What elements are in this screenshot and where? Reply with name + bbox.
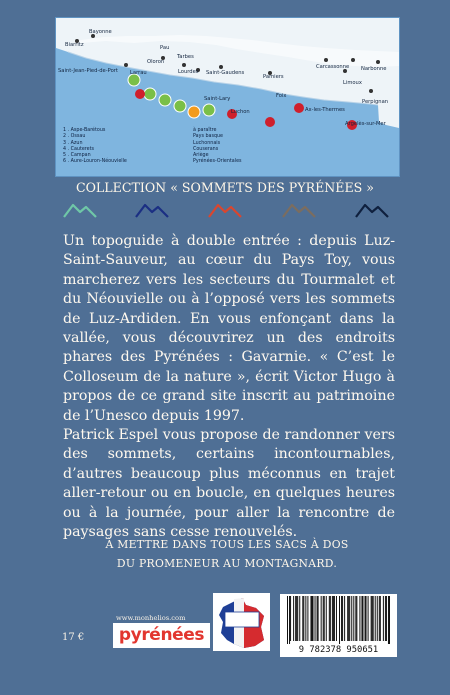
legend-item: 2 . Ossau bbox=[63, 134, 86, 140]
tagline-line-2: DU PROMENEUR AU MONTAGNARD. bbox=[116, 557, 338, 570]
town-label: Carcassonne bbox=[316, 64, 350, 70]
barcode-bar bbox=[386, 596, 387, 641]
barcode-bar bbox=[307, 596, 308, 641]
barcode-bar bbox=[315, 596, 316, 641]
barcode-bar bbox=[295, 596, 296, 641]
barcode-bar bbox=[365, 596, 366, 641]
town-dot bbox=[324, 58, 328, 62]
barcode-bar bbox=[299, 596, 300, 641]
pyrenees-logo: pyrénées bbox=[113, 623, 210, 648]
town-label: Foix bbox=[276, 93, 287, 99]
barcode-bar bbox=[371, 596, 372, 641]
barcode-bar bbox=[375, 596, 376, 641]
town-dot bbox=[376, 60, 380, 64]
town-label: Larrau bbox=[130, 70, 147, 76]
barcode-bar bbox=[362, 596, 363, 641]
marker-red-couserans bbox=[265, 117, 275, 127]
barcode-bar bbox=[359, 596, 360, 641]
barcode-bar bbox=[356, 596, 357, 641]
town-dot bbox=[369, 89, 373, 93]
town-label: Perpignan bbox=[362, 99, 389, 105]
barcode-bar bbox=[289, 596, 290, 644]
town-label: Saint-Lary bbox=[204, 96, 231, 102]
barcode-bar bbox=[287, 596, 288, 644]
blurb-paragraph-2: Patrick Espel vous propose de randonner vers des sommets, certains incontournables, d’autres beaucoup plus méconnus en trajet aller-retour ou en boucle, en quelques heures ou à la journée, pour aller la rencontre de paysages sans cesse renouvelés. bbox=[63, 427, 395, 541]
town-label: Oloron bbox=[147, 59, 165, 65]
barcode-bar bbox=[332, 596, 333, 641]
barcode-bar bbox=[366, 596, 367, 641]
town-dot bbox=[124, 63, 128, 67]
town-label: Tarbes bbox=[177, 54, 194, 60]
town-dot bbox=[351, 58, 355, 62]
map-legend-upcoming bbox=[193, 128, 242, 166]
barcode-bar bbox=[330, 596, 331, 641]
barcode-bar bbox=[389, 596, 390, 644]
marker-5 bbox=[203, 104, 215, 116]
town-label: Narbonne bbox=[361, 66, 387, 72]
barcode-bar bbox=[334, 596, 335, 641]
barcode-bar bbox=[303, 596, 304, 641]
barcode-bar bbox=[351, 596, 352, 641]
isbn-number: 9 782378 950651 bbox=[298, 645, 379, 655]
legend-item: Pays basque bbox=[193, 134, 223, 140]
town-dot bbox=[182, 63, 186, 67]
town-label: Argelès-sur-Mer bbox=[345, 121, 386, 127]
legend-item: 1 . Aspe-Barétous bbox=[63, 128, 106, 133]
barcode-bar bbox=[342, 596, 343, 641]
barcode-bar bbox=[388, 596, 389, 644]
town-label: Luchon bbox=[231, 109, 250, 115]
mountain-icon-blue bbox=[135, 202, 169, 218]
marker-red-basque bbox=[135, 89, 145, 99]
barcode-bar bbox=[349, 596, 350, 641]
barcode-bar bbox=[344, 596, 345, 641]
barcode-bar bbox=[311, 596, 312, 641]
barcode-bar bbox=[329, 596, 330, 641]
barcode-bar bbox=[290, 596, 291, 641]
pyrenees-map bbox=[55, 17, 400, 177]
legend-item: Pyrénées-Orientales bbox=[193, 159, 242, 165]
barcode-bar bbox=[347, 596, 348, 641]
barcode-bar bbox=[323, 596, 324, 641]
legend-heading: à paraître bbox=[193, 128, 217, 133]
town-label: Bayonne bbox=[89, 29, 112, 35]
legend-item: Luchonnais bbox=[193, 140, 221, 146]
legend-item: 6 . Aure-Louron-Néouvielle bbox=[63, 159, 127, 165]
marker-orange bbox=[188, 106, 200, 118]
collection-mountain-icons bbox=[63, 202, 393, 218]
made-in-france-badge bbox=[213, 593, 270, 651]
collection-title: COLLECTION « SOMMETS DES PYRÉNÉES » bbox=[75, 180, 375, 195]
barcode-bar bbox=[377, 596, 378, 641]
town-label: Biarritz bbox=[65, 42, 84, 48]
barcode-bar bbox=[305, 596, 306, 641]
barcode-bar bbox=[385, 596, 386, 641]
marker-2 bbox=[144, 88, 156, 100]
barcode-bar bbox=[372, 596, 373, 641]
legend-item: 3 . Azun bbox=[63, 140, 83, 146]
town-label: Lourdes bbox=[178, 69, 199, 75]
legend-item: Couserans bbox=[193, 146, 219, 152]
barcode-bar bbox=[355, 596, 356, 641]
barcode-bar bbox=[317, 596, 318, 641]
isbn-barcode bbox=[280, 594, 397, 657]
town-label: Pamiers bbox=[263, 74, 284, 80]
barcode-bar bbox=[383, 596, 384, 641]
barcode-bar bbox=[373, 596, 374, 641]
tagline-line-1: À METTRE DANS TOUS LES SACS À DOS bbox=[105, 538, 349, 551]
town-label: Pau bbox=[160, 45, 170, 51]
barcode-bar bbox=[341, 596, 342, 641]
barcode-bar bbox=[361, 596, 362, 641]
town-label: Limoux bbox=[343, 80, 362, 86]
barcode-bar bbox=[310, 596, 311, 641]
barcode-bar bbox=[336, 596, 337, 641]
price: 17 € bbox=[62, 632, 85, 643]
barcode-bar bbox=[326, 596, 327, 641]
mountain-icon-red bbox=[208, 202, 242, 218]
barcode-bar bbox=[324, 596, 325, 641]
barcode-bar bbox=[348, 596, 349, 641]
barcode-bar bbox=[380, 596, 381, 641]
legend-item: 4 . Cauterets bbox=[63, 146, 94, 152]
blurb-paragraph-1: Un topoguide à double entrée : depuis Luz-Saint-Sauveur, au cœur du Pays Toy, vous marcherez vers les secteurs du Tourmalet et du Néouvielle ou à l’opposé vers les sommets de Luz-Ardiden. En vous enfonçant dans la vallée, vous découvrirez un des endroits phares des Pyrénées : Gavarnie. « C’est le Colloseum de la nature », écrit Victor Hugo à propos de ce grand site inscrit au patrimoine de l’Unesco depuis 1997. bbox=[63, 233, 395, 424]
map-legend-published bbox=[63, 128, 127, 166]
blurb bbox=[63, 232, 395, 543]
barcode-bars bbox=[280, 594, 397, 644]
barcode-bar bbox=[368, 596, 369, 641]
marker-red-ariege bbox=[294, 103, 304, 113]
barcode-bar bbox=[379, 596, 380, 641]
barcode-bar bbox=[321, 596, 322, 641]
barcode-bar bbox=[297, 596, 298, 641]
barcode-bar bbox=[318, 596, 319, 641]
legend-item: Ariège bbox=[193, 153, 209, 159]
mountain-icon-brown bbox=[282, 202, 316, 218]
mountain-icon-green bbox=[63, 202, 97, 218]
town-label: Ax-les-Thermes bbox=[305, 107, 345, 113]
france-map-icon bbox=[213, 593, 270, 651]
barcode-bar bbox=[296, 596, 297, 641]
town-label: Saint-Gaudens bbox=[206, 70, 245, 76]
barcode-bar bbox=[302, 596, 303, 641]
town-label: Saint-Jean-Pied-de-Port bbox=[58, 68, 118, 74]
mountain-icon-navy bbox=[355, 202, 389, 218]
marker-4 bbox=[174, 100, 186, 112]
barcode-bar bbox=[293, 596, 294, 641]
publisher-url: www.monhelios.com bbox=[116, 614, 186, 622]
tagline bbox=[62, 535, 392, 573]
marker-3 bbox=[159, 94, 171, 106]
legend-item: 5 . Campan bbox=[63, 153, 91, 159]
barcode-bar bbox=[313, 596, 314, 641]
barcode-bar bbox=[353, 596, 354, 641]
barcode-bar bbox=[333, 596, 334, 641]
town-dot bbox=[219, 65, 223, 69]
barcode-bar bbox=[339, 596, 340, 644]
